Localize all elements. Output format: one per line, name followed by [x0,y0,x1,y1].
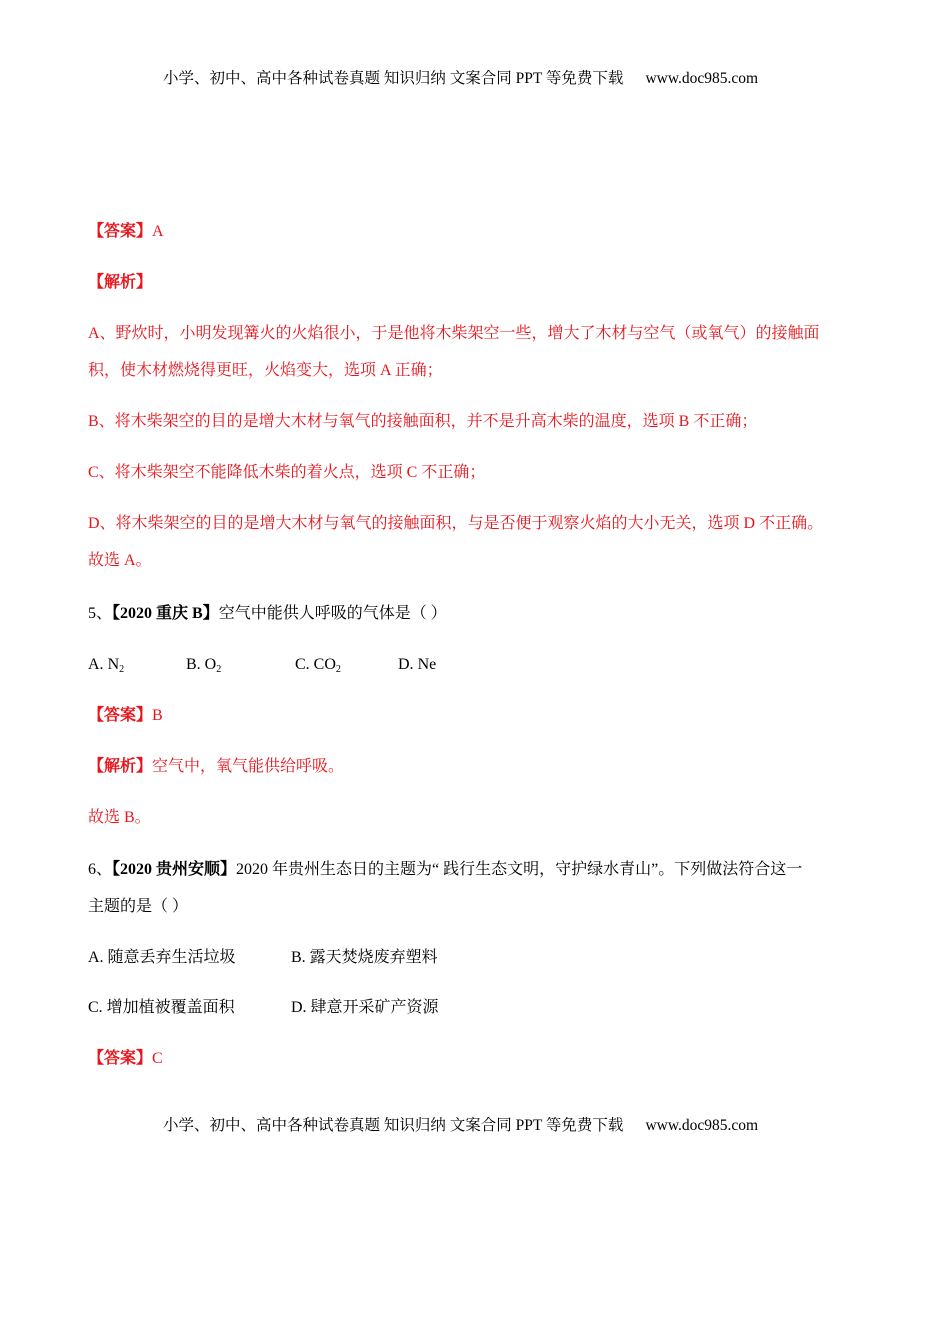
q5-option-b: B. $O_2$ [186,656,222,675]
page-header [163,69,758,89]
answer-value: B [152,707,163,724]
q5-answer [88,706,163,726]
q6-option-a: A. 随意丢弃生活垃圾 [88,949,236,966]
answer-label: 【答案】 [88,1050,153,1067]
q4-analysis-line-b: B、将木柴架空的目的是增大木材与氧气的接触面积，并不是升高木柴的温度，选项 B 不正确； [88,413,758,430]
q6-question-line2: 主题的是（ ） [88,898,189,915]
question-number: 5、 [88,605,113,622]
analysis-text: 空气中，氧气能供给呼吸。 [152,758,345,775]
answer-value: A [152,223,164,240]
q5-option-a: A. $N_2$ [88,656,125,675]
q4-analysis-label [88,273,152,293]
q6-option-c: C. 增加植被覆盖面积 [88,999,235,1016]
q4-analysis-line-d: D、将木柴架空的目的是增大木材与氧气的接触面积，与是否便于观察火焰的大小无关，选项 D 不正确。 [88,515,824,532]
q6-option-b: B. 露天焚烧废弃塑料 [291,949,438,966]
question-number: 6、 [88,861,113,878]
answer-label: 【答案】 [88,223,153,240]
analysis-label: 【解析】 [88,274,153,291]
q5-analysis [88,757,344,777]
header-url: www.doc985.com [645,70,759,87]
q4-analysis-line-a1: A、野炊时，小明发现篝火的火焰很小，于是他将木柴架空一些，增大了木材与空气（或氧气）的接触面 [88,325,820,342]
footer-url: www.doc985.com [645,1117,759,1134]
header-text: 小学、初中、高中各种试卷真题 知识归纳 文案合同 PPT 等免费下载 [163,70,624,87]
q6-answer [88,1049,163,1069]
footer-text: 小学、初中、高中各种试卷真题 知识归纳 文案合同 PPT 等免费下载 [163,1117,624,1134]
question-source: 【2020 贵州安顺】 [112,861,237,878]
question-source: 【2020 重庆 B】 [112,605,219,622]
q4-answer [88,222,164,242]
answer-label: 【答案】 [88,707,153,724]
analysis-label: 【解析】 [88,758,153,775]
q6-question-line1 [88,860,802,880]
q5-option-c: C. $CO_2$ [295,656,341,675]
page-footer [163,1116,758,1136]
q4-conclusion: 故选 A。 [88,552,152,569]
q4-analysis-line-c: C、将木柴架空不能降低木柴的着火点，选项 C 不正确； [88,464,486,481]
question-stem: 空气中能供人呼吸的气体是（ ） [218,605,447,622]
q5-option-d: D. Ne [398,656,437,673]
q5-question [88,604,447,624]
answer-value: C [152,1050,163,1067]
q5-conclusion: 故选 B。 [88,809,151,826]
question-stem: 2020 年贵州生态日的主题为“ 践行生态文明，守护绿水青山”。下列做法符合这一 [236,861,803,878]
q6-option-d: D. 肆意开采矿产资源 [291,999,439,1016]
q4-analysis-line-a2: 积，使木材燃烧得更旺，火焰变大，选项 A 正确； [88,362,443,379]
